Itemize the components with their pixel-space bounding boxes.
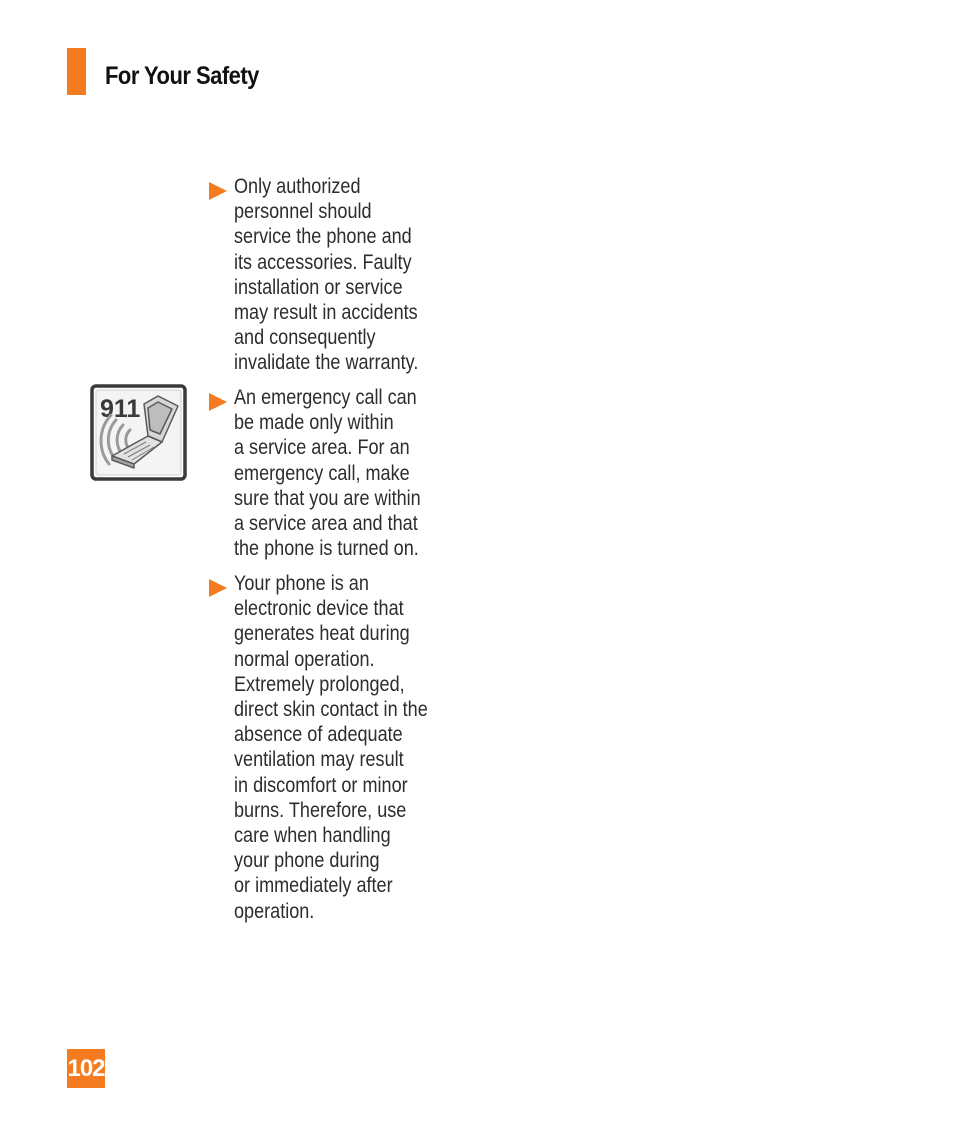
text-line: personnel should (234, 200, 372, 224)
text-line: normal operation. (234, 647, 375, 671)
text-line: direct skin contact in the (234, 698, 428, 722)
emergency-call-phone-icon (90, 384, 187, 481)
text-line: Your phone is an (234, 572, 369, 595)
bullet-text (234, 385, 458, 561)
bullet-text (234, 174, 458, 376)
text-line: An emergency call can (234, 386, 417, 409)
section-accent-bar (67, 48, 86, 95)
text-line: generates heat during (234, 622, 410, 646)
text-line: your phone during (234, 849, 380, 873)
text-line: service the phone and (234, 225, 412, 249)
text-line: care when handling (234, 824, 391, 848)
text-line: a service area and that (234, 512, 418, 536)
page-title: For Your Safety (105, 62, 259, 90)
text-line: invalidate the warranty. (234, 351, 419, 375)
text-line: installation or service (234, 275, 403, 299)
text-line: emergency call, make (234, 461, 410, 485)
text-line: a service area. For an (234, 436, 410, 460)
text-line: the phone is turned on. (234, 537, 419, 561)
text-line: be made only within (234, 411, 394, 435)
text-line: or immediately after (234, 874, 393, 898)
bullet-arrow-icon (209, 579, 227, 597)
text-line: sure that you are within (234, 486, 421, 510)
text-line: and consequently (234, 326, 376, 350)
text-line: burns. Therefore, use (234, 798, 407, 822)
bullet-text (234, 571, 458, 924)
page-number: 102 (67, 1049, 105, 1088)
text-line: Only authorized (234, 175, 361, 198)
bullet-arrow-icon (209, 393, 227, 411)
text-line: may result in accidents (234, 301, 418, 325)
text-line: electronic device that (234, 597, 404, 621)
text-line: ventilation may result (234, 748, 404, 772)
icon-label: 911 (100, 395, 141, 423)
bullet-arrow-icon (209, 182, 227, 200)
text-line: operation. (234, 899, 315, 923)
text-line: its accessories. Faulty (234, 250, 412, 274)
text-line: in discomfort or minor (234, 773, 408, 797)
text-line: absence of adequate (234, 723, 403, 747)
text-line: Extremely prolonged, (234, 672, 405, 696)
